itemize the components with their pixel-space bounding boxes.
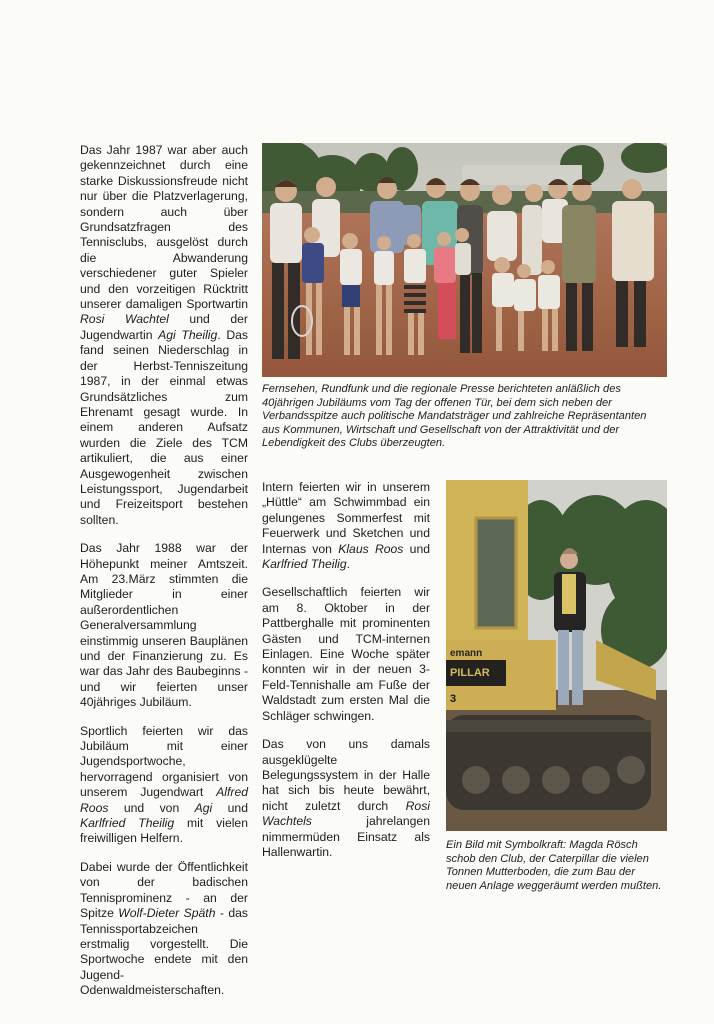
group-photo-caption: Fernsehen, Rundfunk und die regionale Presse berichteten anläßlich des 40jährigen Jubiläums vom Tag der offenen Tür, bei dem sich neben der Verbandsspitze auch politische Mandatsträger und zahlreiche Repräsentanten aus Kommunen, Wirtschaft und Gesellschaft von der Attraktivität und der Lebendigkeit des Clubs überzeugten. [262,383,647,450]
person-name: Alfred Roos [80,785,248,815]
person-name: Wolf-Dieter Späth [118,906,216,921]
machine-label-3: 3 [450,693,457,705]
paragraph: Das Jahr 1988 war der Höhepunkt meiner Amtszeit. Am 23.März stimmten die Mitglieder in einer außerordentlichen Generalversammlung einstimmig unseren Bauplänen und der Finanzierung zu. Es war das Jahr des Baubeginns - und wir feierten unser 40jähriges Jubiläum. [80,541,249,710]
left-text-column [80,143,248,1012]
group-photo [262,143,667,377]
person-name: Rosi Wachtel [80,312,169,327]
machine-label-2: PILLAR [450,667,490,679]
person-name: Agi Theilig [158,327,218,342]
person-name: Klaus Roos [338,541,404,556]
person-name: Agi [194,800,213,815]
group-photo-illustration [262,143,667,377]
paragraph: Das Jahr 1987 war aber auch gekennzeichnet durch eine starke Diskussionsfreude nicht nur über die Platzverlagerung, sondern auch über Grundsatzfragen des Tennisclubs, ausgelöst durch die Abwanderung verschiedener guter Spieler und den vorzeitigen Rücktritt unserer damaligen Sportwartin Rosi Wachtel und der Jugendwartin Agi Theilig. Das fand seinen Niederschlag in der Herbst-Tenniszeitung 1987, in der einmal etwas Grundsätzliches zum Ehrenamt gesagt wurde. In einem anderen Aufsatz wurden die Ziele des TCM artikuliert, die aus einer Ausgewogenheit zwischen Leistungssport, Jugendarbeit und Freizeitsport bestehen sollten. [80,143,248,527]
middle-text-column [262,480,430,873]
caterpillar-photo-illustration [446,480,667,831]
paragraph: Das von uns damals ausgeklügelte Belegungssystem in der Halle hat sich bis heute bewährt, nicht zuletzt durch Rosi Wachtels jahrelangen nimmermüden Einsatz als Hallenwartin. [262,737,430,859]
caterpillar-photo [446,480,667,831]
person-name: Karlfried Theilig [262,557,347,572]
person-name: Karlfried Theilig [80,816,175,831]
paragraph: Intern feierten wir in unserem „Hüttle“ am Schwimmbad ein gelungenes Sommerfest mit Feuerwerk und Sketchen und Internas von Klaus Roos und Karlfried Theilig. [262,480,430,572]
paragraph: Dabei wurde der Öffentlichkeit von der badischen Tennisprominenz - an der Spitze Wolf-Dieter Späth - das Tennissportabzeichen erstmalig vorgestellt. Die Sportwoche endete mit den Jugend-Odenwaldmeisterschaften. [80,859,248,998]
paragraph: Gesellschaftlich feierten wir am 8. Oktober in der Pattberghalle mit prominenten Gästen und TCM-internen Einlagen. Eine Woche später konnten wir in der neuen 3-Feld-Tennishalle am Fuße der Waldstadt zum ersten Mal die Schläger schwingen. [262,585,430,723]
caterpillar-photo-caption: Ein Bild mit Symbolkraft: Magda Rösch schob den Club, der Caterpillar die vielen Tonnen Mutterboden, die zum Bau der neuen Anlage weggeräumt werden mußten. [446,839,662,892]
person-name: Rosi Wachtels [262,798,430,829]
machine-label-1: emann [450,648,483,659]
paragraph: Sportlich feierten wir das Jubiläum mit einer Jugendsportwoche, hervorragend organisiert von unserem Jugendwart Alfred Roos und von Agi und Karlfried Theilig mit vielen freiwilligen Helfern. [80,723,248,846]
